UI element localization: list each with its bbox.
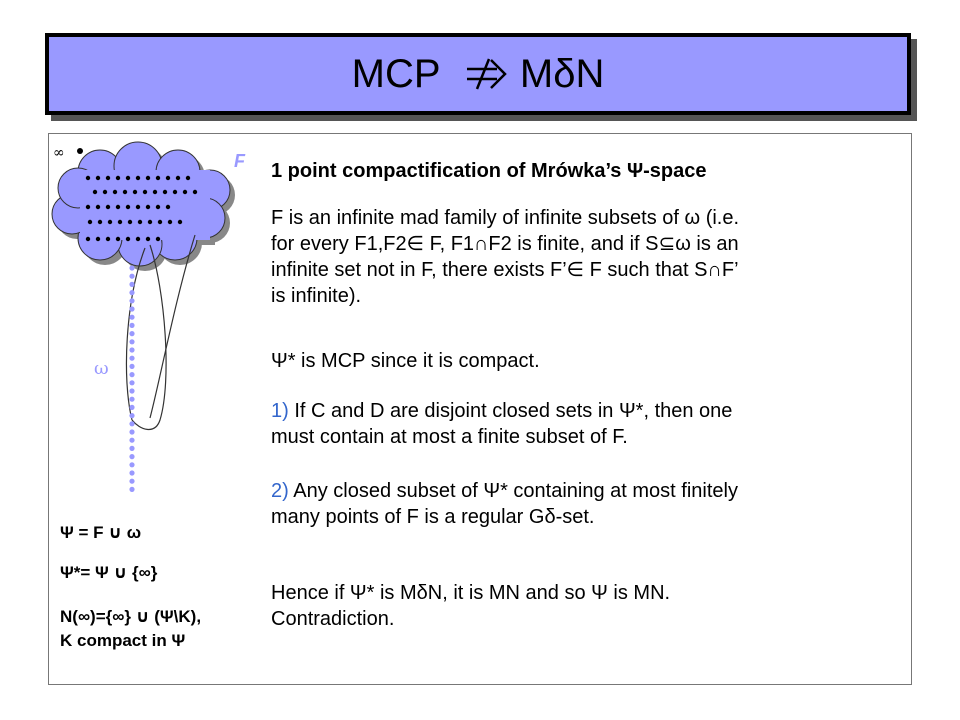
family-point (193, 190, 197, 194)
omega-point (129, 364, 134, 369)
omega-points (129, 265, 134, 492)
family-point (146, 237, 150, 241)
family-point (86, 237, 90, 241)
family-point (96, 176, 100, 180)
family-point (108, 220, 112, 224)
family-point (118, 220, 122, 224)
psi-star-definition: Ψ*= Ψ ∪ {∞} (60, 563, 158, 582)
omega-point (129, 331, 134, 336)
conclusion (271, 580, 906, 632)
omega-point (129, 372, 134, 377)
family-point (126, 176, 130, 180)
family-point (93, 190, 97, 194)
omega-label: ω (94, 358, 109, 379)
conclusion-line: Contradiction. (271, 608, 395, 630)
omega-point (129, 315, 134, 320)
neighborhood-definition: N(∞)={∞} ∪ (Ψ\K), (60, 607, 202, 626)
point-2-number: 2) (271, 480, 289, 502)
omega-point (129, 265, 134, 270)
point-2-line: Any closed subset of Ψ* containing at most finitely (293, 480, 738, 502)
omega-point (129, 479, 134, 484)
family-point (136, 237, 140, 241)
omega-point (129, 429, 134, 434)
point-1-line: must contain at most a finite subset of F. (271, 426, 628, 448)
definition-line: is infinite). (271, 285, 362, 307)
point-2-line: many points of F is a regular Gδ-set. (271, 506, 595, 528)
omega-point (129, 487, 134, 492)
omega-point (129, 470, 134, 475)
family-point (136, 176, 140, 180)
conclusion-line: Hence if Ψ* is MδN, it is MN and so Ψ is MN. (271, 582, 671, 604)
family-point (116, 176, 120, 180)
family-point (116, 237, 120, 241)
family-point (126, 205, 130, 209)
infinity-label: ∞ (53, 145, 65, 161)
not-implies-arrow-icon (463, 57, 509, 91)
omega-point (129, 356, 134, 361)
omega-point (129, 282, 134, 287)
family-point (96, 205, 100, 209)
family-label: F (234, 151, 245, 171)
omega-point (129, 347, 134, 352)
psi-space-diagram (0, 0, 270, 520)
family-point (183, 190, 187, 194)
family-point (86, 205, 90, 209)
infinity-point (77, 148, 83, 154)
omega-point (129, 454, 134, 459)
family-point (156, 205, 160, 209)
definition-line: for every F1,F2∈ F, F1∩F2 is finite, and if S⊆ω is an (271, 233, 739, 255)
family-point (166, 176, 170, 180)
family-point (106, 237, 110, 241)
family-point (98, 220, 102, 224)
family-point (126, 237, 130, 241)
omega-point (129, 306, 134, 311)
family-point (103, 190, 107, 194)
omega-point (129, 421, 134, 426)
family-point (156, 237, 160, 241)
family-point (156, 176, 160, 180)
family-point (143, 190, 147, 194)
omega-point (129, 323, 134, 328)
family-point (168, 220, 172, 224)
omega-point (129, 339, 134, 344)
family-point (86, 176, 90, 180)
omega-point (129, 388, 134, 393)
family-point (116, 205, 120, 209)
family-point (146, 205, 150, 209)
family-point (163, 190, 167, 194)
family-point (173, 190, 177, 194)
family-point (123, 190, 127, 194)
family-point (113, 190, 117, 194)
point-1-number: 1) (271, 400, 289, 422)
family-point (106, 205, 110, 209)
family-point (186, 176, 190, 180)
family-point (133, 190, 137, 194)
family-point (136, 205, 140, 209)
point-1-line: If C and D are disjoint closed sets in Ψ*, then one (294, 400, 733, 422)
omega-point (129, 380, 134, 385)
title-left: MCP (351, 51, 441, 96)
family-point (178, 220, 182, 224)
mcp-statement: Ψ* is MCP since it is compact. (271, 350, 540, 372)
omega-point (129, 290, 134, 295)
definition-line: F is an infinite mad family of infinite subsets of ω (i.e. (271, 207, 740, 229)
family-point (146, 176, 150, 180)
family-point (166, 205, 170, 209)
omega-point (129, 274, 134, 279)
compact-condition: K compact in Ψ (60, 631, 186, 650)
omega-point (129, 446, 134, 451)
sequence-curve (126, 248, 145, 420)
family-point (148, 220, 152, 224)
family-point (138, 220, 142, 224)
family-point (153, 190, 157, 194)
family-point (158, 220, 162, 224)
definition-line: infinite set not in F, there exists F’∈ F such that S∩F’ (271, 259, 739, 281)
point-1 (271, 398, 906, 450)
family-point (96, 237, 100, 241)
point-2 (271, 478, 906, 530)
family-point (128, 220, 132, 224)
omega-point (129, 413, 134, 418)
omega-point (129, 397, 134, 402)
family-point (88, 220, 92, 224)
family-point (106, 176, 110, 180)
family-point (176, 176, 180, 180)
section-heading: 1 point compactification of Mrówka’s Ψ-space (271, 160, 707, 182)
title-right: MδN (519, 51, 605, 96)
omega-point (129, 462, 134, 467)
omega-point (129, 438, 134, 443)
mad-family-definition (271, 205, 906, 309)
omega-point (129, 405, 134, 410)
omega-point (129, 298, 134, 303)
psi-definition: Ψ = F ∪ ω (60, 523, 142, 542)
